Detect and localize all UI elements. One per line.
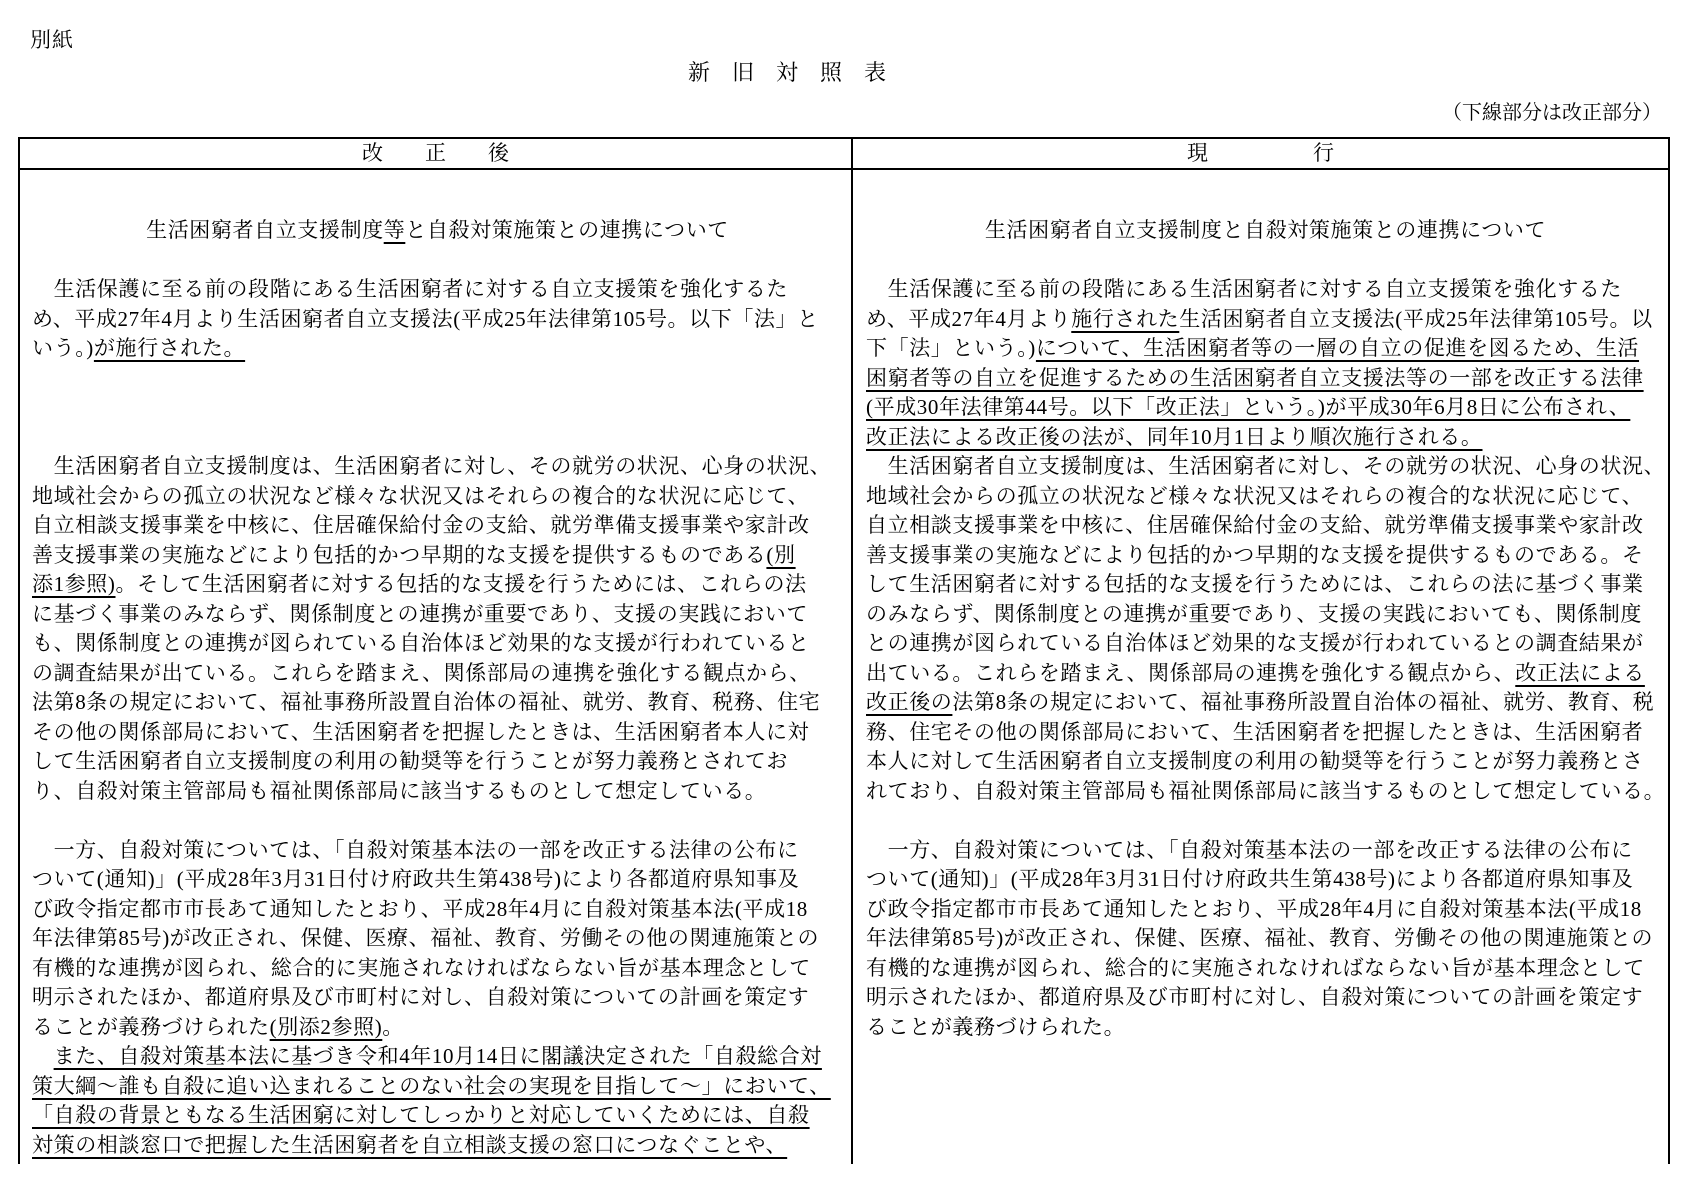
text-line bbox=[32, 688, 843, 718]
table-header-row bbox=[20, 139, 1668, 170]
plain-text: 生活困窮者自立支援制度 bbox=[146, 218, 384, 242]
plain-text: その他の関係部局において、生活困窮者を把握したときは、生活困窮者本人に対 bbox=[32, 719, 810, 744]
plain-text: ついて(通知)」(平成28年3月31日付け府政共生第438号)により各都道府県知事及 bbox=[866, 867, 1634, 891]
column-revised bbox=[20, 170, 853, 1164]
text-line bbox=[32, 1013, 843, 1043]
plain-text: 善支援事業の実施などにより包括的かつ早期的な支援を提供するものである bbox=[32, 542, 767, 567]
plain-text: の調査結果が出ている。これらを踏まえ、関係部局の連携を強化する観点から、 bbox=[32, 660, 811, 685]
text-line bbox=[866, 570, 1665, 600]
text-line bbox=[32, 393, 843, 423]
underlined-revision-text: 対策の相談窓口で把握した生活困窮者を自立相談支援の窓口につなぐことや、 bbox=[32, 1132, 788, 1157]
underlined-revision-text: 改正法による bbox=[1515, 660, 1645, 685]
text-line bbox=[32, 954, 843, 984]
text-line bbox=[866, 629, 1665, 659]
underlined-revision-text: (平成30年法律第44号。以下「改正法」という。)が平成30年6月8日に公布され、 bbox=[866, 395, 1631, 419]
text-line bbox=[866, 511, 1665, 541]
document-title: 新 旧 対 照 表 bbox=[687, 60, 887, 85]
text-line bbox=[32, 777, 843, 807]
plain-text: 生活困窮者自立支援制度は、生活困窮者に対し、その就労の状況、心身の状況、 bbox=[32, 454, 832, 478]
underlined-revision-text: 等 bbox=[383, 218, 406, 242]
text-line bbox=[32, 570, 843, 600]
text-line bbox=[32, 600, 843, 630]
text-line bbox=[32, 511, 843, 541]
revision-note: （下線部分は改正部分） bbox=[1442, 102, 1662, 124]
text-line bbox=[866, 688, 1665, 718]
text-line bbox=[866, 659, 1665, 689]
text-line bbox=[866, 305, 1665, 335]
plain-text: 生活困窮者自立支援法(平成25年法律第105号。以 bbox=[1179, 306, 1653, 331]
plain-text: 下「法」という。) bbox=[866, 336, 1036, 360]
plain-text: 本人に対して生活困窮者自立支援制度の利用の勧奨等を行うことが努力義務とさ bbox=[866, 749, 1644, 773]
text-line bbox=[866, 718, 1665, 748]
text-line bbox=[866, 541, 1665, 571]
text-line bbox=[32, 423, 843, 453]
attachment-label: 別紙 bbox=[30, 28, 74, 52]
plain-text: 年法律第85号)が改正され、保健、医療、福祉、教育、労働その他の関連施策との bbox=[32, 926, 820, 950]
plain-text: 地域社会からの孤立の状況など様々な状況又はそれらの複合的な状況に応じて、 bbox=[32, 483, 810, 508]
plain-text: 善支援事業の実施などにより包括的かつ早期的な支援を提供するものである。そ bbox=[866, 542, 1644, 567]
text-line bbox=[32, 718, 843, 748]
text-line bbox=[866, 895, 1665, 925]
text-line bbox=[32, 865, 843, 895]
plain-text: 有機的な連携が図られ、総合的に実施されなければならない旨が基本理念として bbox=[32, 955, 811, 980]
text-line bbox=[32, 806, 843, 836]
text-line bbox=[866, 924, 1665, 954]
text-line bbox=[866, 246, 1665, 276]
plain-text: 。そして生活困窮者に対する包括的な支援を行うためには、これらの法 bbox=[115, 572, 807, 596]
plain-text: ついて(通知)」(平成28年3月31日付け府政共生第438号)により各都道府県知事及 bbox=[32, 867, 800, 891]
plain-text: 。 bbox=[382, 1014, 404, 1039]
text-line bbox=[866, 393, 1665, 423]
underlined-revision-text: 「自殺の背景ともなる生活困窮に対してしっかりと対応していくためには、自殺 bbox=[32, 1103, 810, 1127]
plain-text: 自立相談支援事業を中核に、住居確保給付金の支給、就労準備支援事業や家計改 bbox=[866, 513, 1644, 537]
text-line bbox=[32, 836, 843, 866]
text-line bbox=[32, 364, 843, 394]
underlined-revision-text: (別 bbox=[766, 542, 796, 567]
underlined-revision-text: また、自殺対策基本法に基づき令和4年10月14日に閣議決定された「自殺総合対 bbox=[53, 1044, 822, 1068]
plain-text: ることが義務づけられた bbox=[32, 1014, 270, 1039]
text-line bbox=[32, 1131, 843, 1161]
plain-text: して生活困窮者自立支援制度の利用の勧奨等を行うことが努力義務とされてお bbox=[32, 749, 788, 773]
column-title-line bbox=[866, 216, 1665, 246]
underlined-revision-text: 改正法による改正後の法が、同年10月1日より順次施行される。 bbox=[866, 424, 1483, 449]
plain-text: のみならず、関係制度との連携が重要であり、支援の実践においても、関係制度 bbox=[866, 601, 1642, 626]
text-line bbox=[32, 747, 843, 777]
plain-text: り、自殺対策主管部局も福祉関係部局に該当するものとして想定している。 bbox=[32, 778, 767, 803]
plain-text: ることが義務づけられた。 bbox=[866, 1014, 1126, 1039]
text-line bbox=[866, 983, 1665, 1013]
plain-text: 出ている。これらを踏まえ、関係部局の連携を強化する観点から、 bbox=[866, 660, 1516, 685]
text-line bbox=[866, 452, 1665, 482]
plain-text: 一方、自殺対策については、「自殺対策基本法の一部を改正する法律の公布に bbox=[866, 837, 1633, 862]
comparison-table bbox=[18, 137, 1670, 1164]
plain-text: び政令指定都市市長あて通知したとおり、平成28年4月に自殺対策基本法(平成18 bbox=[32, 896, 808, 921]
text-line bbox=[32, 246, 843, 276]
plain-text: との連携が図られている自治体ほど効果的な支援が行われているとの調査結果が bbox=[866, 631, 1644, 655]
plain-text: 明示されたほか、都道府県及び市町村に対し、自殺対策についての計画を策定す bbox=[32, 985, 810, 1009]
plain-text: 有機的な連携が図られ、総合的に実施されなければならない旨が基本理念として bbox=[866, 955, 1645, 980]
underlined-revision-text: 添1参照) bbox=[32, 572, 116, 596]
plain-text: 明示されたほか、都道府県及び市町村に対し、自殺対策についての計画を策定す bbox=[866, 985, 1644, 1009]
text-line bbox=[866, 482, 1665, 512]
column-current bbox=[853, 170, 1668, 1164]
text-line bbox=[866, 865, 1665, 895]
text-line bbox=[32, 1042, 843, 1072]
text-line bbox=[32, 482, 843, 512]
plain-text: 法第8条の規定において、福祉事務所設置自治体の福祉、就労、教育、税 bbox=[952, 690, 1655, 714]
text-line bbox=[32, 1072, 843, 1102]
underlined-revision-text: 策大綱～誰も自殺に追い込まれることのない社会の実現を目指して～」において、 bbox=[32, 1073, 831, 1098]
plain-text: め、平成27年4月より生活困窮者自立支援法(平成25年法律第105号。以下「法」と bbox=[32, 306, 819, 331]
plain-text bbox=[32, 1044, 54, 1068]
header-cell-revised: 改 正 後 bbox=[20, 139, 853, 168]
plain-text: 務、住宅その他の関係部局において、生活困窮者を把握したときは、生活困窮者 bbox=[866, 719, 1644, 744]
text-line bbox=[866, 954, 1665, 984]
text-line bbox=[866, 806, 1665, 836]
text-line bbox=[32, 452, 843, 482]
plain-text: 生活保護に至る前の段階にある生活困窮者に対する自立支援策を強化するた bbox=[866, 277, 1622, 301]
text-line bbox=[866, 836, 1665, 866]
plain-text: び政令指定都市市長あて通知したとおり、平成28年4月に自殺対策基本法(平成18 bbox=[866, 896, 1642, 921]
text-line bbox=[866, 1013, 1665, 1043]
plain-text: に基づく事業のみならず、関係制度との連携が重要であり、支援の実践において bbox=[32, 601, 808, 626]
underlined-revision-text: 施行された bbox=[1071, 306, 1180, 331]
underlined-revision-text: 改正後の bbox=[866, 690, 953, 714]
text-line bbox=[32, 659, 843, 689]
table-body-row bbox=[20, 170, 1668, 1164]
underlined-revision-text: (別添2参照) bbox=[269, 1014, 383, 1039]
text-line bbox=[866, 364, 1665, 394]
column-title-line bbox=[32, 216, 843, 246]
text-line bbox=[32, 305, 843, 335]
text-line bbox=[866, 423, 1665, 453]
plain-text: 自立相談支援事業を中核に、住居確保給付金の支給、就労準備支援事業や家計改 bbox=[32, 513, 810, 537]
text-line bbox=[866, 600, 1665, 630]
underlined-revision-text: 困窮者等の自立を促進するための生活困窮者自立支援法等の一部を改正する法律 bbox=[866, 365, 1644, 390]
underlined-revision-text: が施行された。 bbox=[93, 336, 246, 360]
plain-text: れており、自殺対策主管部局も福祉関係部局に該当するものとして想定している。 bbox=[866, 778, 1666, 803]
text-line bbox=[866, 777, 1665, 807]
text-line bbox=[32, 541, 843, 571]
plain-text: 生活困窮者自立支援制度は、生活困窮者に対し、その就労の状況、心身の状況、 bbox=[866, 454, 1666, 478]
plain-text: いう。) bbox=[32, 336, 94, 360]
text-line bbox=[32, 629, 843, 659]
plain-text: 生活困窮者自立支援制度と自殺対策施策との連携について bbox=[984, 218, 1547, 242]
plain-text: 法第8条の規定において、福祉事務所設置自治体の福祉、就労、教育、税務、住宅 bbox=[32, 690, 821, 714]
underlined-revision-text: について、生活困窮者等の一層の自立の促進を図るため、生活 bbox=[1035, 336, 1640, 360]
plain-text: 一方、自殺対策については、「自殺対策基本法の一部を改正する法律の公布に bbox=[32, 837, 799, 862]
text-line bbox=[866, 275, 1665, 305]
plain-text: 年法律第85号)が改正され、保健、医療、福祉、教育、労働その他の関連施策との bbox=[866, 926, 1654, 950]
text-line bbox=[32, 275, 843, 305]
text-line bbox=[866, 334, 1665, 364]
plain-text: して生活困窮者に対する包括的な支援を行うためには、これらの法に基づく事業 bbox=[866, 572, 1644, 596]
text-line bbox=[32, 334, 843, 364]
plain-text: 地域社会からの孤立の状況など様々な状況又はそれらの複合的な状況に応じて、 bbox=[866, 483, 1644, 508]
plain-text: め、平成27年4月より bbox=[866, 306, 1072, 331]
header-cell-current: 現 行 bbox=[1187, 141, 1334, 165]
text-line bbox=[32, 983, 843, 1013]
plain-text: も、関係制度との連携が図られている自治体ほど効果的な支援が行われていると bbox=[32, 631, 810, 655]
plain-text: と自殺対策施策との連携について bbox=[405, 218, 729, 242]
text-line bbox=[32, 895, 843, 925]
text-line bbox=[32, 924, 843, 954]
text-line bbox=[32, 1101, 843, 1131]
plain-text: 生活保護に至る前の段階にある生活困窮者に対する自立支援策を強化するた bbox=[32, 277, 788, 301]
text-line bbox=[866, 747, 1665, 777]
